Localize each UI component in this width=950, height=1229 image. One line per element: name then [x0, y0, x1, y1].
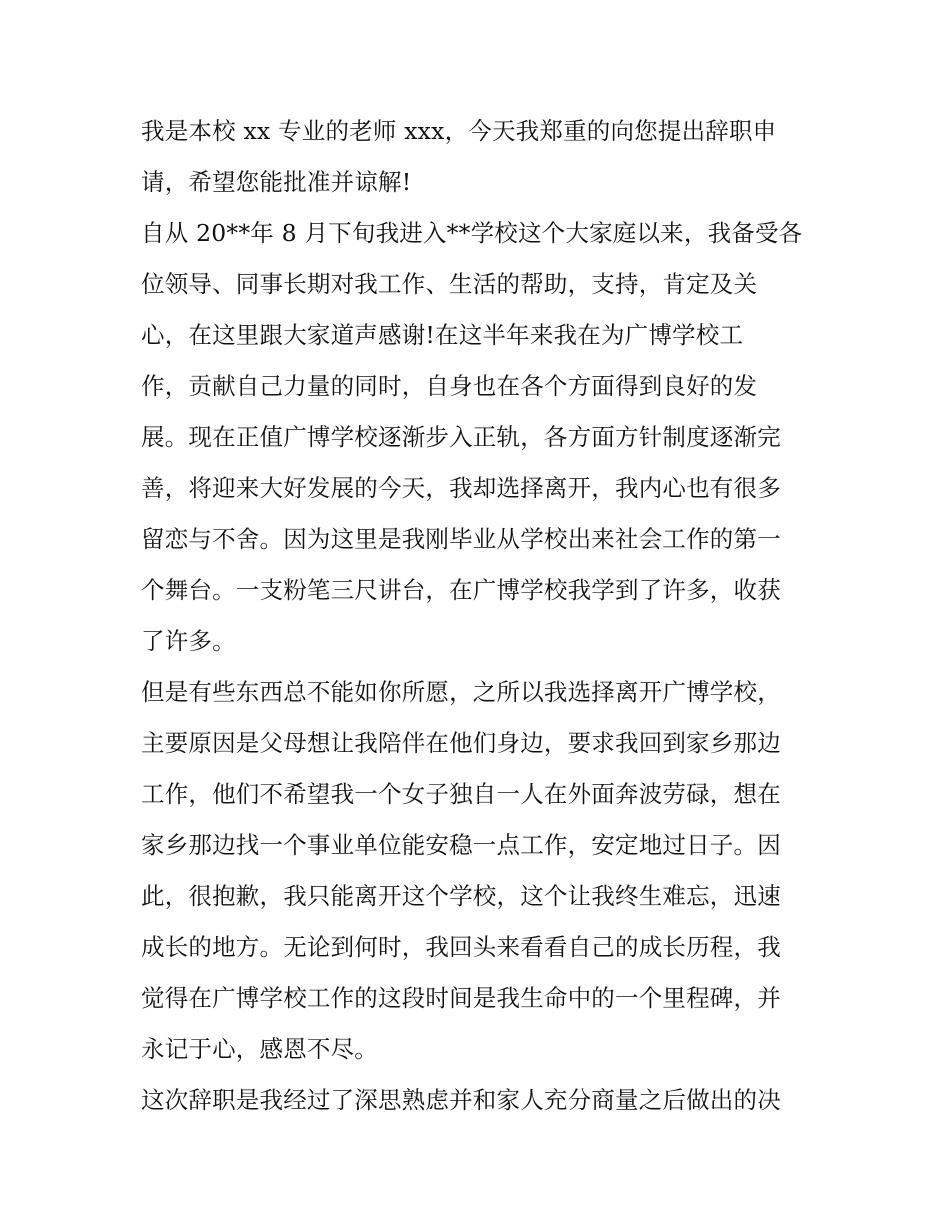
paragraph-1 — [141, 106, 821, 208]
text-line: 家乡那边找一个事业单位能安稳一点工作，安定地过日子。因 — [141, 831, 781, 859]
text-line: 自从 20**年 8 月下旬我进入**学校这个大家庭以来，我备受各 — [141, 219, 803, 247]
text-line: 但是有些东西总不能如你所愿，之所以我选择离开广博学校， — [141, 678, 781, 706]
text-line: 位领导、同事长期对我工作、生活的帮助，支持，肯定及关 — [141, 270, 758, 298]
text-line: 主要原因是父母想让我陪伴在他们身边，要求我回到家乡那边 — [141, 729, 781, 757]
text-line: 永记于心，感恩不尽。 — [141, 1035, 378, 1063]
text-line: 这次辞职是我经过了深思熟虑并和家人充分商量之后做出的决 — [141, 1086, 781, 1114]
text-line: 心，在这里跟大家道声感谢!在这半年来我在为广博学校工 — [141, 321, 744, 349]
text-line: 工作，他们不希望我一个女子独自一人在外面奔波劳碌，想在 — [141, 780, 781, 808]
text-line: 了许多。 — [141, 627, 236, 655]
paragraph-2 — [141, 208, 821, 667]
text-line: 觉得在广博学校工作的这段时间是我生命中的一个里程碑，并 — [141, 984, 781, 1012]
text-line: 作，贡献自己力量的同时，自身也在各个方面得到良好的发 — [141, 372, 758, 400]
letter-body — [141, 106, 821, 1126]
paragraph-4 — [141, 1075, 821, 1126]
text-line: 展。现在正值广博学校逐渐步入正轨，各方面方针制度逐渐完 — [141, 423, 781, 451]
text-line: 我是本校 xx 专业的老师 xxx，今天我郑重的向您提出辞职申 — [141, 117, 777, 145]
text-line: 成长的地方。无论到何时，我回头来看看自己的成长历程，我 — [141, 933, 781, 961]
text-line: 个舞台。一支粉笔三尺讲台，在广博学校我学到了许多，收获 — [141, 576, 781, 604]
paragraph-3 — [141, 667, 821, 1075]
text-line: 善，将迎来大好发展的今天，我却选择离开，我内心也有很多 — [141, 474, 781, 502]
text-line: 留恋与不舍。因为这里是我刚毕业从学校出来社会工作的第一 — [141, 525, 781, 553]
text-line: 请，希望您能批准并谅解! — [141, 168, 412, 196]
text-line: 此，很抱歉，我只能离开这个学校，这个让我终生难忘，迅速 — [141, 882, 781, 910]
